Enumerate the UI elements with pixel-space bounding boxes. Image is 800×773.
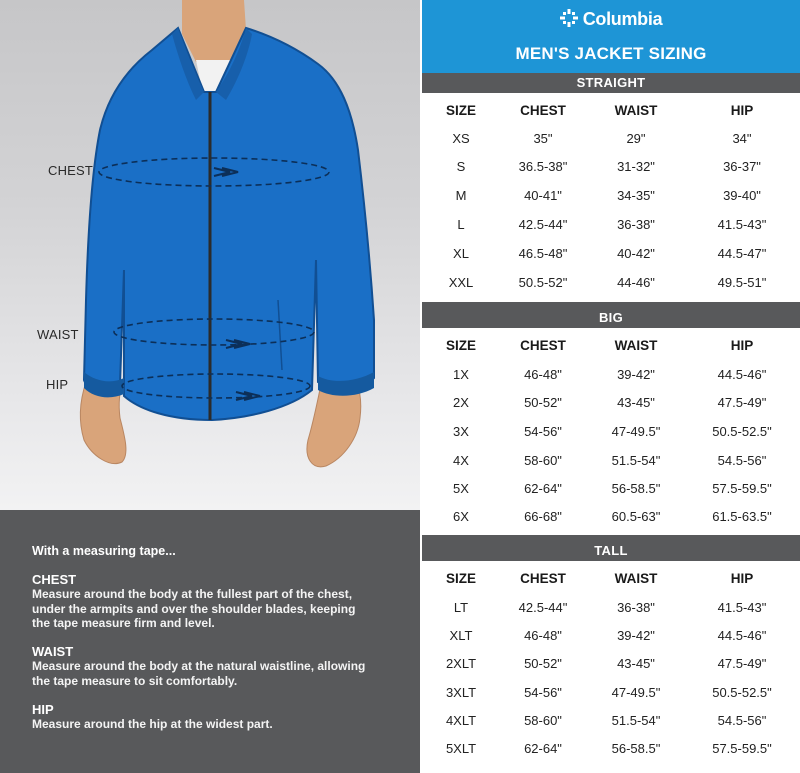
cell-waist: 31-32" xyxy=(617,159,655,174)
cell-size: 4XLT xyxy=(445,713,477,728)
cell-hip: 47.5-49" xyxy=(717,656,767,671)
table-row xyxy=(422,211,800,239)
guide-waist xyxy=(32,644,412,688)
cell-size: L xyxy=(457,217,465,232)
table-header-row xyxy=(422,97,800,125)
cell-waist: 43-45" xyxy=(617,395,655,410)
jacket-illustration xyxy=(0,0,420,510)
table-row xyxy=(422,735,800,763)
cell-waist: 51.5-54" xyxy=(611,713,661,728)
brand-header xyxy=(422,0,800,73)
cell-hip: 54.5-56" xyxy=(717,453,767,468)
cell-chest: 62-64" xyxy=(524,741,562,756)
cell-size: 1X xyxy=(453,367,469,382)
table-row xyxy=(422,650,800,678)
cell-hip: 47.5-49" xyxy=(717,395,767,410)
cell-size: 3XLT xyxy=(445,685,477,700)
cell-waist: 56-58.5" xyxy=(611,481,661,496)
table-row xyxy=(422,503,800,531)
header-hip: HIP xyxy=(730,103,754,118)
cell-chest: 35" xyxy=(533,131,553,146)
cell-size: 3X xyxy=(453,424,469,439)
header-hip: HIP xyxy=(730,338,754,353)
cell-hip: 41.5-43" xyxy=(717,600,767,615)
cell-hip: 57.5-59.5" xyxy=(712,481,772,496)
cell-waist: 47-49.5" xyxy=(611,685,661,700)
cell-hip: 49.5-51" xyxy=(717,275,767,290)
table-row xyxy=(422,475,800,503)
cell-waist: 44-46" xyxy=(617,275,655,290)
cell-chest: 54-56" xyxy=(524,685,562,700)
cell-chest: 50-52" xyxy=(524,395,562,410)
columbia-logo-icon xyxy=(560,9,578,32)
header-hip: HIP xyxy=(730,571,754,586)
cell-waist: 34-35" xyxy=(617,188,655,203)
cell-chest: 54-56" xyxy=(524,424,562,439)
cell-hip: 50.5-52.5" xyxy=(712,685,772,700)
header-chest: CHEST xyxy=(520,571,566,586)
header-waist: WAIST xyxy=(614,571,658,586)
cell-size: 2X xyxy=(453,395,469,410)
jacket-illustration-panel xyxy=(0,0,420,510)
cell-waist: 60.5-63" xyxy=(611,509,661,524)
brand-name-row xyxy=(422,9,800,32)
cell-waist: 36-38" xyxy=(617,217,655,232)
guide-hip-heading: HIP xyxy=(32,702,54,717)
chest-label: CHEST xyxy=(48,163,94,178)
cell-hip: 36-37" xyxy=(723,159,761,174)
table-row xyxy=(422,707,800,735)
cell-chest: 40-41" xyxy=(524,188,562,203)
cell-size: XLT xyxy=(449,628,473,643)
guide-waist-heading: WAIST xyxy=(32,644,74,659)
header-size: SIZE xyxy=(445,103,476,118)
table-row xyxy=(422,447,800,475)
guide-hip-line: Measure around the hip at the widest part. xyxy=(32,717,273,731)
cell-chest: 62-64" xyxy=(524,481,562,496)
guide-intro: With a measuring tape... xyxy=(32,544,176,558)
cell-chest: 46-48" xyxy=(524,628,562,643)
cell-hip: 39-40" xyxy=(723,188,761,203)
table-header-row xyxy=(422,332,800,360)
guide-chest-line: Measure around the body at the fullest part of the chest, xyxy=(32,587,353,601)
cell-size: 5XLT xyxy=(445,741,477,756)
cell-chest: 50.5-52" xyxy=(518,275,568,290)
cell-waist: 36-38" xyxy=(617,600,655,615)
cell-chest: 50-52" xyxy=(524,656,562,671)
guide-hip xyxy=(32,702,412,732)
table-row xyxy=(422,269,800,297)
chart-title: MEN'S JACKET SIZING xyxy=(515,44,707,63)
cell-size: S xyxy=(456,159,466,174)
cell-hip: 57.5-59.5" xyxy=(712,741,772,756)
cell-waist: 40-42" xyxy=(617,246,655,261)
cell-waist: 39-42" xyxy=(617,367,655,382)
cell-size: XL xyxy=(453,246,469,261)
measurement-guide xyxy=(0,510,420,773)
guide-chest xyxy=(32,572,412,631)
cell-hip: 44.5-46" xyxy=(717,367,767,382)
cell-size: 4X xyxy=(453,453,469,468)
section-header-straight: STRAIGHT xyxy=(422,73,800,93)
header-size: SIZE xyxy=(445,571,476,586)
cell-size: XS xyxy=(452,131,470,146)
cell-hip: 44.5-46" xyxy=(717,628,767,643)
cell-hip: 54.5-56" xyxy=(717,713,767,728)
cell-size: 5X xyxy=(453,481,469,496)
cell-waist: 29" xyxy=(626,131,646,146)
guide-chest-line: the tape measure firm and level. xyxy=(32,616,215,630)
cell-size: XXL xyxy=(448,275,474,290)
cell-hip: 61.5-63.5" xyxy=(712,509,772,524)
table-header-row xyxy=(422,565,800,593)
table-row xyxy=(422,182,800,210)
header-waist: WAIST xyxy=(614,103,658,118)
table-row xyxy=(422,418,800,446)
cell-hip: 34" xyxy=(732,131,752,146)
waist-label: WAIST xyxy=(37,327,79,342)
guide-chest-heading: CHEST xyxy=(32,572,77,587)
header-waist: WAIST xyxy=(614,338,658,353)
cell-chest: 46-48" xyxy=(524,367,562,382)
cell-size: 2XLT xyxy=(445,656,477,671)
guide-waist-line: the tape measure to sit comfortably. xyxy=(32,673,238,688)
cell-chest: 42.5-44" xyxy=(518,217,568,232)
table-row xyxy=(422,240,800,268)
table-row xyxy=(422,125,800,153)
table-row xyxy=(422,594,800,622)
guide-waist-line: Measure around the body at the natural waistline, allowing xyxy=(32,659,366,673)
header-chest: CHEST xyxy=(520,103,566,118)
table-row xyxy=(422,153,800,181)
cell-waist: 51.5-54" xyxy=(611,453,661,468)
cell-hip: 41.5-43" xyxy=(717,217,767,232)
cell-size: LT xyxy=(453,600,469,615)
hip-label: HIP xyxy=(46,377,69,392)
table-row xyxy=(422,361,800,389)
table-row xyxy=(422,389,800,417)
cell-chest: 58-60" xyxy=(524,713,562,728)
header-size: SIZE xyxy=(445,338,476,353)
cell-chest: 42.5-44" xyxy=(518,600,568,615)
section-header-big: BIG xyxy=(422,308,800,328)
cell-chest: 36.5-38" xyxy=(518,159,568,174)
cell-hip: 44.5-47" xyxy=(717,246,767,261)
section-header-tall: TALL xyxy=(422,541,800,561)
cell-size: M xyxy=(455,188,467,203)
header-chest: CHEST xyxy=(520,338,566,353)
guide-chest-line: under the armpits and over the shoulder blades, keeping xyxy=(32,601,356,616)
brand-name: Columbia xyxy=(582,9,663,29)
cell-chest: 66-68" xyxy=(524,509,562,524)
cell-chest: 58-60" xyxy=(524,453,562,468)
cell-waist: 56-58.5" xyxy=(611,741,661,756)
table-row xyxy=(422,622,800,650)
cell-size: 6X xyxy=(453,509,469,524)
cell-hip: 50.5-52.5" xyxy=(712,424,772,439)
cell-waist: 47-49.5" xyxy=(611,424,661,439)
cell-chest: 46.5-48" xyxy=(518,246,568,261)
table-row xyxy=(422,679,800,707)
cell-waist: 39-42" xyxy=(617,628,655,643)
cell-waist: 43-45" xyxy=(617,656,655,671)
